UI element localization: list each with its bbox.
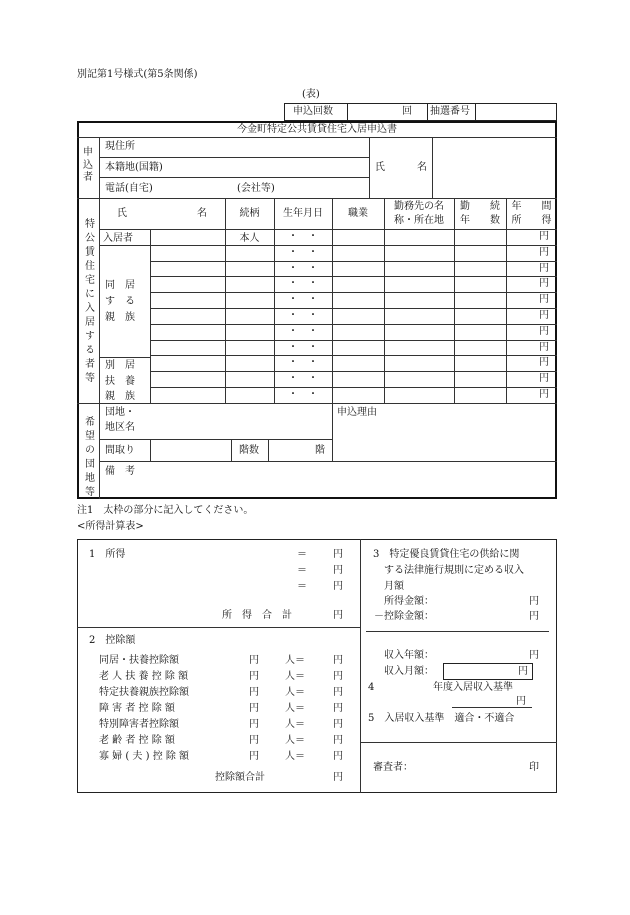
remarks-field[interactable] <box>152 463 552 496</box>
form-reference: 別記第1号様式(第5条関係) <box>77 69 198 80</box>
resident-name-field[interactable] <box>152 262 223 276</box>
income-yen: 円 <box>539 231 549 242</box>
sec4-num: 4 <box>368 682 375 693</box>
monthly-income-label: 収入月額： <box>384 666 434 677</box>
resident-name-field[interactable] <box>152 309 223 323</box>
deduction-yen: 円 <box>249 687 259 698</box>
income-yen: 円 <box>539 310 549 321</box>
people-eq: 人＝ <box>285 671 305 682</box>
floors-field[interactable] <box>270 441 310 459</box>
deduction-total-yen-row: 円 <box>333 655 343 666</box>
deduction-label: 特別障害者控除額 <box>99 719 179 730</box>
resident-name-field[interactable] <box>152 341 223 355</box>
col-workplace-1: 勤務先の名 <box>394 201 444 212</box>
col-name-2: 名 <box>197 208 207 219</box>
phone-company-label: (会社等) <box>237 183 275 194</box>
annual-income-yen: 円 <box>529 650 539 661</box>
col-tenure-1: 勤 続 <box>460 201 500 212</box>
lottery-number-field[interactable] <box>476 104 556 120</box>
people-eq: 人＝ <box>285 655 305 666</box>
deduction-total-yen: 円 <box>333 772 343 783</box>
eq-1: ＝ <box>297 549 307 560</box>
col-tenure-2: 年 数 <box>460 215 500 226</box>
resident-name-field[interactable] <box>152 293 223 307</box>
resident-label: 入居者 <box>103 233 133 244</box>
birthdate-dots: ・ ・ <box>288 342 318 353</box>
reason-field[interactable] <box>335 421 553 459</box>
deduction-yen: 円 <box>249 703 259 714</box>
reason-label: 申込理由 <box>337 407 377 418</box>
people-eq: 人＝ <box>285 703 305 714</box>
deduction-total-yen-row: 円 <box>333 735 343 746</box>
birthdate-dots: ・ ・ <box>288 310 318 321</box>
deduction-total-yen-row: 円 <box>333 671 343 682</box>
yen-3: 円 <box>333 581 343 592</box>
deduction-label: 同居・扶養控除額 <box>99 655 179 666</box>
floor-unit: 階 <box>315 445 325 456</box>
birthdate-dots: ・ ・ <box>288 326 318 337</box>
deduction-total-label: 控除額合計 <box>215 772 265 783</box>
col-occupation: 職業 <box>348 208 368 219</box>
yen-2: 円 <box>333 565 343 576</box>
monthly-income-yen: 円 <box>518 666 528 677</box>
income-yen: 円 <box>539 294 549 305</box>
income-yen: 円 <box>539 389 549 400</box>
resident-name-field[interactable] <box>152 230 223 244</box>
separate-label-2: 扶 養 <box>105 376 135 387</box>
residents-section-label: 特公賃住宅に入居する者等 <box>82 218 94 386</box>
deduction-total-yen-row: 円 <box>333 719 343 730</box>
annual-income-label: 収入年額： <box>384 650 434 661</box>
birthdate-dots: ・ ・ <box>288 231 318 242</box>
estate-label-1: 団地・ <box>105 407 135 418</box>
domicile-label: 本籍地(国籍) <box>105 162 163 173</box>
times-label: 回 <box>402 106 412 117</box>
yen-1: 円 <box>333 549 343 560</box>
resident-name-field[interactable] <box>152 388 223 402</box>
col-name-1: 氏 <box>117 208 127 219</box>
phone-home-label: 電話(自宅) <box>105 183 153 194</box>
remarks-label: 備 考 <box>105 466 135 477</box>
income-calc-table <box>77 539 557 793</box>
people-eq: 人＝ <box>285 751 305 762</box>
income-total-label: 所 得 合 計 <box>222 610 292 621</box>
sec3-line2: する法律施行規則に定める収入 <box>384 565 524 576</box>
cohabit-label-1: 同 居 <box>105 280 135 291</box>
resident-name-field[interactable] <box>152 246 223 260</box>
birthdate-dots: ・ ・ <box>288 263 318 274</box>
birthdate-dots: ・ ・ <box>288 294 318 305</box>
people-eq: 人＝ <box>285 735 305 746</box>
form-title: 今金町特定公共賃貸住宅入居申込書 <box>237 124 397 135</box>
income-yen: 円 <box>539 342 549 353</box>
separate-label-3: 親 族 <box>105 391 135 402</box>
layout-field[interactable] <box>152 441 229 459</box>
application-form <box>77 121 557 499</box>
sec4-yen: 円 <box>516 696 526 707</box>
applicant-name-label-2: 名 <box>417 162 427 173</box>
sec3-line3: 月額 <box>384 581 404 592</box>
separate-label-1: 別 居 <box>105 360 135 371</box>
income-yen: 円 <box>539 263 549 274</box>
birthdate-dots: ・ ・ <box>288 389 318 400</box>
minus-deduction-yen: 円 <box>529 611 539 622</box>
income-yen: 円 <box>539 278 549 289</box>
estate-field[interactable] <box>150 405 330 437</box>
domicile-field[interactable] <box>172 159 367 176</box>
income-total-yen: 円 <box>333 610 343 621</box>
deduction-label: 寡 婦 ( 夫 ) 控 除 額 <box>99 751 190 762</box>
sec5-text: 5 入居収入基準 適合・不適合 <box>368 713 515 724</box>
income-amount-yen: 円 <box>529 596 539 607</box>
income-amount-label: 所得金額： <box>384 596 434 607</box>
deduction-yen: 円 <box>249 671 259 682</box>
col-income-2: 所 得 <box>511 215 552 226</box>
applicant-name-field[interactable] <box>434 139 554 196</box>
resident-name-field[interactable] <box>152 325 223 339</box>
income-yen: 円 <box>539 247 549 258</box>
deduction-label: 特定扶養親族控除額 <box>99 687 189 698</box>
sec3-line1: 3 特定優良賃貸住宅の供給に関 <box>373 549 520 560</box>
layout-label: 間取り <box>105 445 135 456</box>
deduction-yen: 円 <box>249 719 259 730</box>
income-yen: 円 <box>539 326 549 337</box>
cohabit-label-2: す る <box>105 296 135 307</box>
birthdate-dots: ・ ・ <box>288 278 318 289</box>
form-note: 注1 太枠の部分に記入してください。 <box>77 505 254 516</box>
sec4-text: 年度入居収入基準 <box>433 682 513 693</box>
apply-count-field[interactable] <box>348 104 427 120</box>
apply-count-label: 申込回数 <box>293 106 333 117</box>
eq-3: ＝ <box>297 581 307 592</box>
col-income-1: 年 間 <box>511 201 552 212</box>
floors-label: 階数 <box>239 445 259 456</box>
application-count-box <box>284 103 557 121</box>
deduction-total-yen-row: 円 <box>333 703 343 714</box>
birthdate-dots: ・ ・ <box>288 373 318 384</box>
resident-name-field[interactable] <box>152 356 223 370</box>
address-label: 現住所 <box>105 141 135 152</box>
minus-deduction-label: －控除金額： <box>374 611 434 622</box>
col-relation: 続柄 <box>239 208 260 219</box>
income-heading: 1 所得 <box>89 549 126 560</box>
applicant-section-label: 申込者 <box>83 147 93 183</box>
people-eq: 人＝ <box>285 719 305 730</box>
people-eq: 人＝ <box>285 687 305 698</box>
deduction-label: 老 齢 者 控 除 額 <box>99 735 175 746</box>
estate-label-2: 地区名 <box>105 422 135 433</box>
side-label: (表) <box>302 89 320 100</box>
deduction-yen: 円 <box>249 735 259 746</box>
eq-2: ＝ <box>297 565 307 576</box>
income-yen: 円 <box>539 373 549 384</box>
col-workplace-2: 称・所在地 <box>394 215 444 226</box>
deduction-label: 老 人 扶 養 控 除 額 <box>99 671 189 682</box>
resident-name-field[interactable] <box>152 277 223 291</box>
deduction-yen: 円 <box>249 655 259 666</box>
cohabit-label-3: 親 族 <box>105 312 135 323</box>
income-yen: 円 <box>539 357 549 368</box>
resident-name-field[interactable] <box>152 372 223 386</box>
deduction-total-yen-row: 円 <box>333 687 343 698</box>
deduction-label: 障 害 者 控 除 額 <box>99 703 175 714</box>
col-birthdate: 生年月日 <box>283 208 323 219</box>
birthdate-dots: ・ ・ <box>288 357 318 368</box>
applicant-name-label-1: 氏 <box>375 162 385 173</box>
desired-section-label: 希望の団地等 <box>82 416 94 500</box>
seal-label: 印 <box>529 762 539 773</box>
deduction-total-yen-row: 円 <box>333 751 343 762</box>
lottery-number-label: 抽選番号 <box>430 106 470 117</box>
birthdate-dots: ・ ・ <box>288 247 318 258</box>
self-label: 本人 <box>239 233 260 244</box>
deduction-heading: 2 控除額 <box>89 635 136 646</box>
address-field[interactable] <box>147 139 367 156</box>
examiner-label: 審査者： <box>373 762 413 773</box>
deduction-yen: 円 <box>249 751 259 762</box>
income-calc-title: <所得計算表> <box>77 521 144 532</box>
